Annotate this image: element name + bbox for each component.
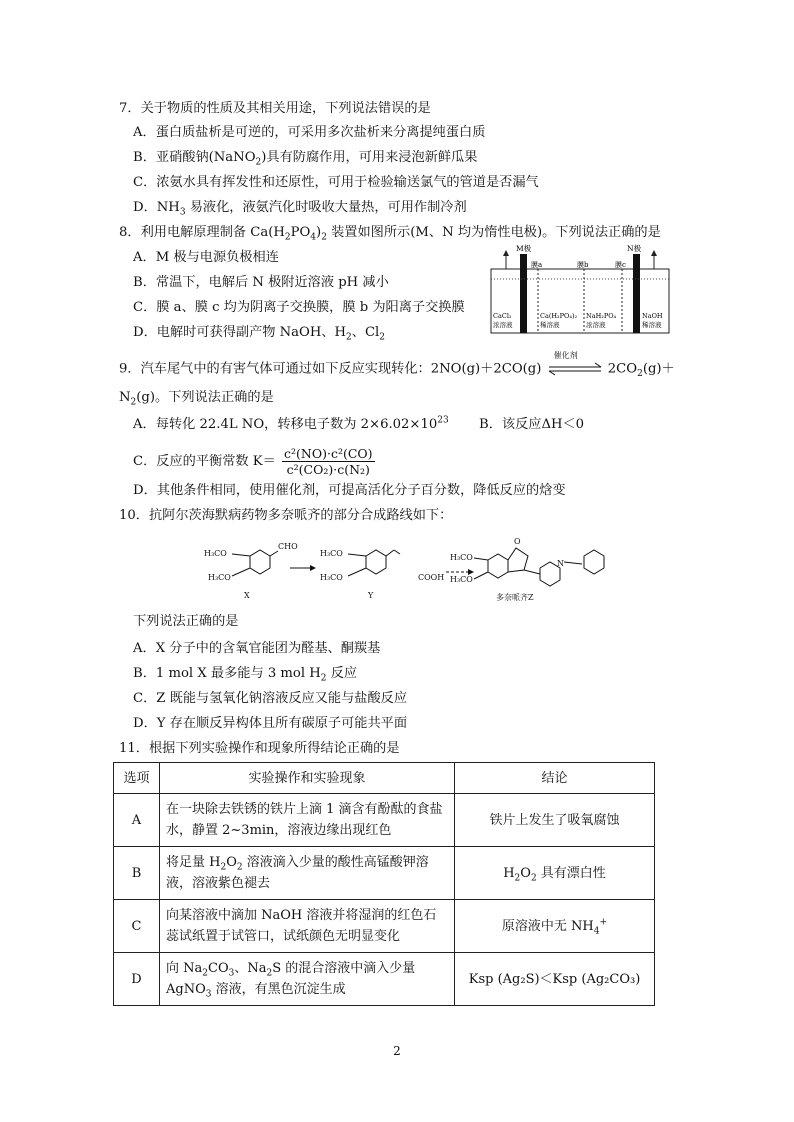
header-option: 选项 [114,763,160,794]
electrode-n [633,254,640,333]
row-operation: 将足量 $H_2O_2$ 溶液滴入少量的酸性高锰酸钾溶液，溶液紫色褪去 [160,847,455,900]
z-h3co-top: H₃CO [450,553,473,562]
membrane-a-label: 膜a [531,261,543,269]
q9-option-c: C．反应的平衡常数 K＝ $\frac{\text{c²(NO)·c²(CO)}}{\text{c²(CO₂)·c(N₂)}}$ [133,446,373,477]
x-h3co-bottom: H₃CO [208,573,231,582]
chamber3-label-2: 浓溶液 [586,321,606,329]
z-ketone-o: O [514,537,521,546]
electrode-n-label: N极 [627,244,642,253]
row-operation: 向某溶液中滴加 NaOH 溶液并将湿润的红色石蕊试纸置于试管口，试纸颜色无明显变化 [160,900,455,953]
q9-stem: 9．汽车尾气中的有害气体可通过如下反应实现转化：2NO(g)＋2CO(g) 催化剂 $2CO_2(g)+$ [119,351,675,380]
q11-stem: 11．根据下列实验操作和现象所得结论正确的是 [119,741,400,756]
chamber4-label-2: 稀溶液 [642,321,662,329]
electrode-m-label: M极 [516,244,532,253]
row-conclusion: 原溶液中无 $NH_4^+$ [455,900,655,953]
q9-option-a: A．每转化 22.4L NO，转移电子数为 $2\times 6.02\times 10^{23}$ [133,415,449,432]
row-operation: 在一块除去铁锈的铁片上滴 1 滴含有酚酞的食盐水，静置 2~3min，溶液边缘出现红色 [160,794,455,847]
row-conclusion: Ksp (Ag₂S)＜Ksp (Ag₂CO₃) [455,953,655,1006]
q10-stem: 10．抗阿尔茨海默病药物多奈哌齐的部分合成路线如下： [119,508,453,523]
row-option: A [114,794,160,847]
q10-ask: 下列说法正确的是 [133,614,239,629]
chamber1-label: CaCl₂ [493,312,512,320]
q10-option-a: A．X 分子中的含氧官能团为醛基、酮羰基 [133,641,381,656]
cooh-group: COOH [418,573,445,582]
q9-option-d: D．其他条件相同，使用催化剂，可提高活化分子百分数，降低反应的焓变 [133,483,566,498]
row-conclusion: $H_2O_2$ 具有漂白性 [455,847,655,900]
page-number: 2 [393,1044,401,1058]
row-operation: 向 $Na_2CO_3$、$Na_2S$ 的混合溶液中滴入少量 AgNO$_3$ 溶液，有黑色沉淀生成 [160,953,455,1006]
q8-option-c: C．膜 a、膜 c 均为阴离子交换膜，膜 b 为阳离子交换膜 [133,300,465,315]
chamber2-label: Ca(H₂PO₄)₂ [540,312,578,320]
x-h3co-top: H₃CO [204,549,227,558]
q8-option-a: A．M 极与电源负极相连 [133,250,279,265]
z-h3co-bottom: H₃CO [450,575,473,584]
electrode-m [520,254,527,333]
label-x: X [244,591,250,600]
experiment-table [113,762,655,1006]
catalyst-label: 催化剂 [553,351,578,360]
membrane-c-label: 膜c [615,261,626,269]
row-conclusion: 铁片上发生了吸氧腐蚀 [455,794,655,847]
q7-stem: 7．关于物质的性质及其相关用途，下列说法错误的是 [119,101,431,116]
q8-option-d: D．电解时可获得副产物 NaOH、$H_2$、$Cl_2$ [133,325,386,343]
electrolysis-cell-diagram [488,240,672,336]
arrow-up-icon [503,250,509,256]
table-row [114,794,655,847]
q9-option-b: B．该反应ΔH＜0 [479,417,585,432]
q10-option-b: B．1 mol X 最多能与 3 mol $H_2$ 反应 [133,666,358,684]
header-conclusion: 结论 [455,763,655,794]
chamber3-label: NaH₂PO₄ [586,312,617,320]
q8-stem: 8．利用电解原理制备 $Ca(H_2PO_4)_2$ 装置如图所示(M、N 均为惰性电极)。下列说法正确的是 [119,225,661,243]
table-row [114,953,655,1006]
q8-option-b: B．常温下，电解后 N 极附近溶液 pH 减小 [133,275,389,290]
arrow-up-icon [651,250,657,256]
row-option: B [114,847,160,900]
z-piperidine-n: N [557,559,564,568]
table-header-row [114,763,655,794]
equilibrium-constant-fraction: $\frac{\text{c²(NO)·c²(CO)}}{\text{c²(CO₂)·c(N₂)}}$ [284,446,373,477]
chamber1-label-2: 浓溶液 [493,321,513,329]
row-option: C [114,900,160,953]
y-h3co-top: H₃CO [320,549,343,558]
chamber4-label: NaOH [642,312,663,320]
q7-option-b: B．亚硝酸钠(NaNO$_2$)具有防腐作用，可用来浸泡新鲜瓜果 [133,150,478,168]
q10-option-c: C．Z 既能与氢氧化钠溶液反应又能与盐酸反应 [133,691,408,706]
q7-option-c: C．浓氨水具有挥发性和还原性，可用于检验输送氯气的管道是否漏气 [133,175,539,190]
chamber2-label-2: 稀溶液 [540,321,560,329]
label-y: Y [368,591,374,600]
membrane-b-label: 膜b [577,261,589,269]
table-row [114,900,655,953]
header-operation: 实验操作和实验现象 [160,763,455,794]
y-h3co-bottom: H₃CO [320,573,343,582]
table-row [114,847,655,900]
q7-option-a: A．蛋白质盐析是可逆的，可采用多次盐析来分离提纯蛋白质 [133,125,486,140]
x-cho-group: CHO [278,542,298,551]
synthesis-route-diagram [198,534,638,606]
q10-option-d: D．Y 存在顺反异构体且所有碳原子可能共平面 [133,716,408,731]
row-option: D [114,953,160,1006]
label-z: 多奈哌齐Z [496,593,534,602]
arrow-right-icon [310,565,316,571]
q7-option-d: D．$NH_3$ 易液化，液氨汽化时吸收大量热，可用作制冷剂 [133,200,467,218]
q9-stem-line2: $N_2(g)$。下列说法正确的是 [119,390,274,408]
equilibrium-arrow-icon [546,351,604,378]
